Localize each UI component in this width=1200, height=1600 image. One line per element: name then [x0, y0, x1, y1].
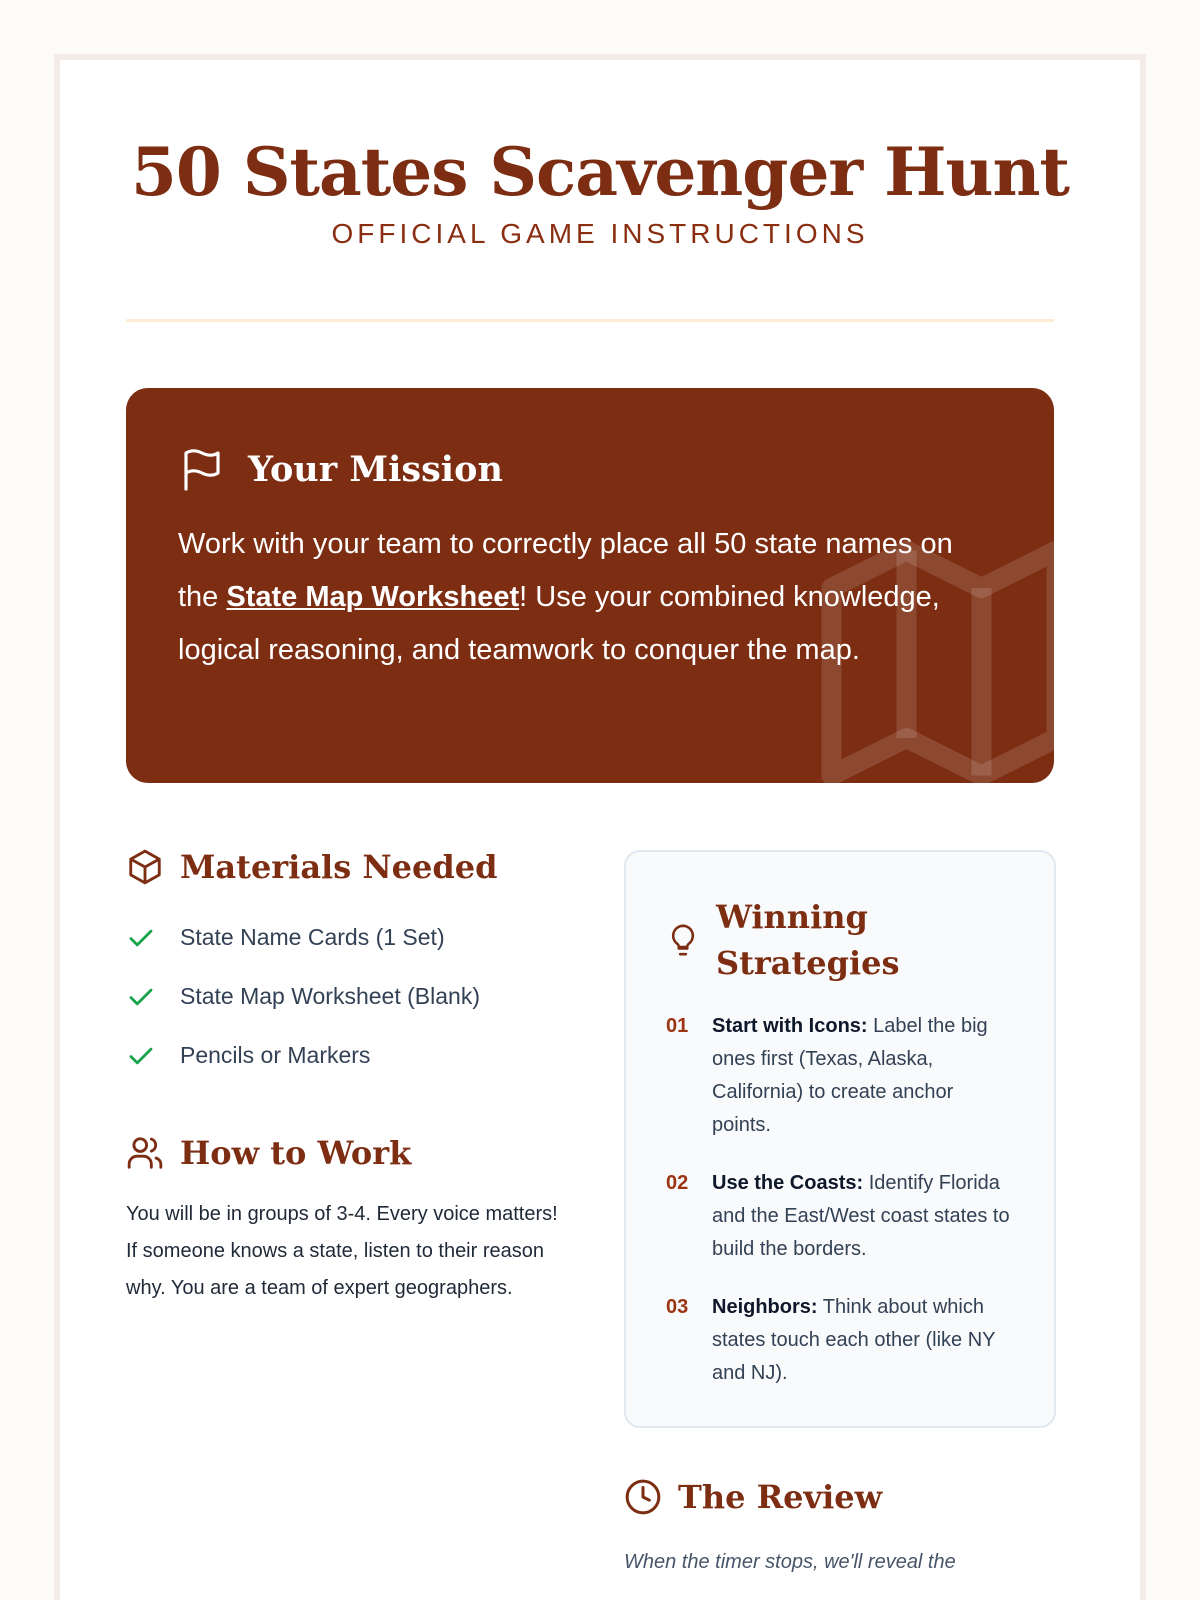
mission-text-after: ! Use your combined knowledge, logical reasoning, and teamwork to conquer the map. [178, 581, 940, 666]
strategies-panel [624, 850, 1056, 1428]
review-section [624, 1478, 1056, 1579]
how-to-title: How to Work [180, 1134, 412, 1172]
review-title: The Review [678, 1478, 883, 1516]
lightbulb-icon [666, 920, 700, 960]
strategy-text [712, 1010, 1016, 1142]
mission-panel [126, 388, 1054, 783]
divider [126, 319, 1054, 322]
how-to-heading [126, 1134, 566, 1172]
strategy-lead: Use the Coasts: [712, 1172, 864, 1194]
material-label: State Name Cards (1 Set) [180, 924, 445, 950]
strategy-text [712, 1167, 1016, 1266]
state-map-worksheet-link[interactable]: State Map Worksheet [226, 581, 520, 613]
strategy-number: 01 [666, 1015, 689, 1037]
review-heading [624, 1478, 1056, 1516]
check-icon [126, 982, 156, 1012]
list-item [666, 1167, 1016, 1266]
material-label: Pencils or Markers [180, 1042, 371, 1068]
list-item [126, 1026, 566, 1085]
list-item [666, 1010, 1016, 1142]
strategy-body: Label the big ones first (Texas, Alaska, California) to create anchor points. [712, 1015, 988, 1136]
how-to-text: You will be in groups of 3-4. Every voice matters! If someone knows a state, listen to their reason why. You are a team of expert geographers. [126, 1203, 558, 1299]
instruction-card [54, 54, 1146, 1600]
strategy-text [712, 1291, 1016, 1390]
header [60, 60, 1140, 250]
mission-text-before: Work with your team to correctly place all 50 state names on the [178, 528, 953, 613]
how-to-section [126, 1134, 566, 1307]
box-icon [126, 848, 164, 886]
strategies-list [666, 1010, 1016, 1390]
page-subtitle: OFFICIAL GAME INSTRUCTIONS [331, 218, 869, 249]
strategy-body: Identify Florida and the East/West coast states to build the borders. [712, 1172, 1010, 1260]
strategies-title: Winning Strategies [716, 898, 900, 982]
list-item [666, 1291, 1016, 1390]
materials-heading [126, 848, 566, 886]
check-icon [126, 923, 156, 953]
check-icon [126, 1041, 156, 1071]
review-text: When the timer stops, we'll reveal the [624, 1551, 956, 1573]
mission-text [178, 518, 998, 677]
materials-title: Materials Needed [180, 848, 498, 886]
clock-icon [624, 1478, 662, 1516]
material-label: State Map Worksheet (Blank) [180, 983, 480, 1009]
strategy-number: 03 [666, 1296, 689, 1318]
mission-heading [178, 442, 1002, 496]
flag-icon [178, 442, 226, 496]
list-item [126, 908, 566, 967]
materials-list [126, 908, 566, 1085]
users-icon [126, 1134, 164, 1172]
strategy-lead: Start with Icons: [712, 1015, 868, 1037]
mission-title: Your Mission [248, 448, 503, 490]
strategy-body: Think about which states touch each other (like NY and NJ). [712, 1296, 996, 1384]
strategy-lead: Neighbors: [712, 1296, 818, 1318]
page-title: 50 States Scavenger Hunt [131, 133, 1069, 211]
strategies-heading [666, 894, 1016, 986]
materials-section [126, 848, 566, 1085]
strategy-number: 02 [666, 1172, 689, 1194]
list-item [126, 967, 566, 1026]
